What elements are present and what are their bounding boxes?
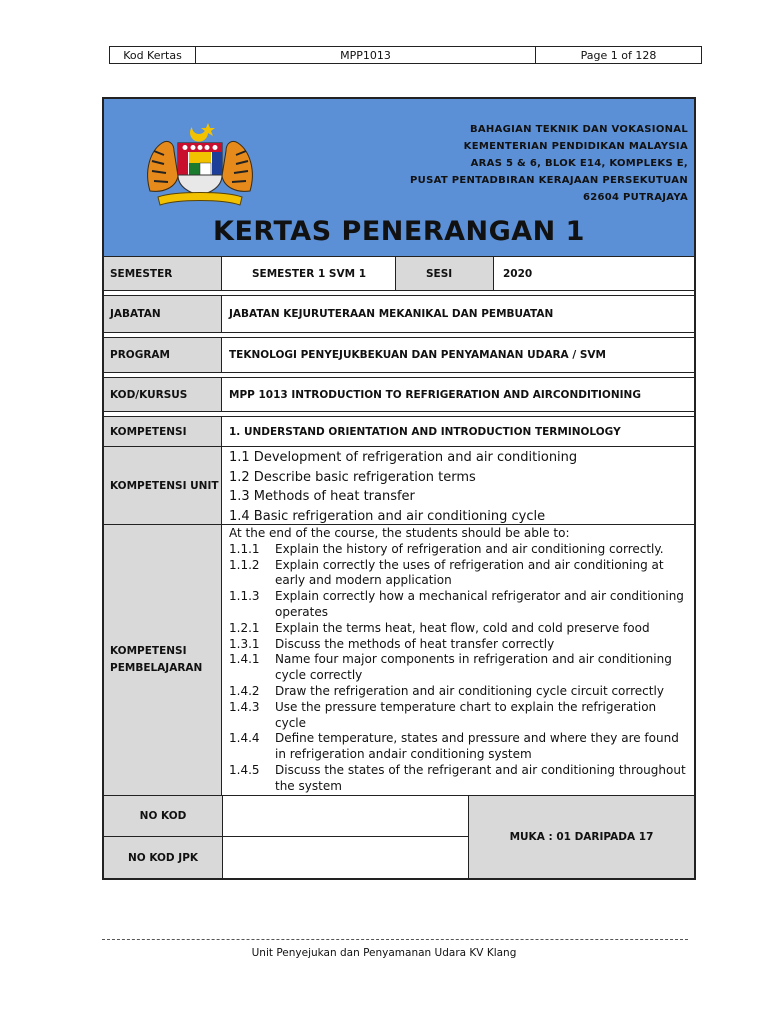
paper-code-label: Kod Kertas: [110, 47, 196, 63]
outcome-number: 1.4.4: [229, 731, 260, 746]
outcome-number: 1.4.5: [229, 762, 260, 777]
outcome-number: 1.2.1: [229, 620, 260, 635]
outcome-number: 1.1.3: [229, 589, 260, 604]
semester-value: SEMESTER 1 SVM 1: [223, 257, 396, 290]
agency-line: BAHAGIAN TEKNIK DAN VOKASIONAL: [469, 124, 688, 135]
semester-label: SEMESTER: [104, 257, 222, 290]
learning-outcome: [229, 684, 690, 700]
learning-outcomes: [229, 526, 690, 795]
footer-text: Unit Penyejukan dan Penyamanan Udara KV Klang: [251, 947, 517, 959]
kursus-value: MPP 1013 INTRODUCTION TO REFRIGERATION AND AIRCONDITIONING: [229, 388, 641, 401]
no-kod-jpk-value: [223, 837, 469, 878]
unit-item: 1.4 Basic refrigeration and air conditioning cycle: [229, 508, 546, 524]
page-indicator: Page 1 of 128: [580, 48, 657, 62]
learning-outcome: [229, 652, 690, 684]
footer-divider: [102, 939, 688, 940]
pembelajaran-label-line2: PEMBELAJARAN: [110, 662, 203, 674]
agency-address: [410, 121, 688, 206]
kursus-label: KOD/KURSUS: [104, 378, 222, 411]
pembelajaran-label-line1: KOMPETENSI: [110, 645, 187, 657]
outcome-number: 1.4.1: [229, 652, 260, 667]
learning-outcome: [229, 700, 690, 732]
unit-item: 1.3 Methods of heat transfer: [229, 489, 415, 504]
sesi-value: 2020: [503, 267, 533, 280]
unit-item: 1.2 Describe basic refrigeration terms: [229, 469, 476, 485]
paper-code-value: MPP1013: [196, 47, 536, 63]
document-frame: [102, 97, 696, 880]
kompetensi-label: KOMPETENSI: [104, 417, 222, 446]
outcome-text: Explain the terms heat, heat flow, cold and cold preserve food: [275, 620, 650, 635]
outcome-number: 1.1.1: [229, 541, 260, 556]
no-kod-value: [223, 796, 469, 837]
paper-reference-strip: [109, 46, 702, 64]
kompetensi-value: 1. UNDERSTAND ORIENTATION AND INTRODUCTION TERMINOLOGY: [229, 425, 621, 438]
kompetensi-row: [104, 417, 694, 447]
agency-line: 62604 PUTRAJAYA: [582, 192, 688, 203]
outcome-text: Explain the history of refrigeration and air conditioning correctly.: [275, 541, 664, 556]
agency-line: ARAS 5 & 6, BLOK E14, KOMPLEKS E,: [470, 158, 688, 169]
outcome-text: Explain correctly the uses of refrigeration and air conditioning at early and modern application: [275, 557, 664, 588]
kompetensi-unit-list: [229, 448, 577, 526]
learning-outcome: [229, 763, 690, 795]
semester-row: [104, 257, 694, 291]
learning-outcome: [229, 589, 690, 621]
page-count-box: MUKA : 01 DARIPADA 17: [469, 796, 694, 878]
sesi-label: SESI: [396, 257, 494, 290]
outcome-text: Draw the refrigeration and air conditioning cycle circuit correctly: [275, 683, 664, 698]
learning-outcome: [229, 542, 690, 558]
outcome-number: 1.1.2: [229, 557, 260, 572]
outcome-number: 1.4.2: [229, 683, 260, 698]
document-title: KERTAS PENERANGAN 1: [213, 216, 585, 247]
agency-line: PUSAT PENTADBIRAN KERAJAAN PERSEKUTUAN: [410, 175, 688, 186]
outcome-number: 1.3.1: [229, 636, 260, 651]
jabatan-label: JABATAN: [104, 296, 222, 332]
no-kod-jpk-label: NO KOD JPK: [104, 837, 223, 878]
kompetensi-pembelajaran-row: [104, 525, 694, 796]
learning-outcome: [229, 621, 690, 637]
no-kod-label: NO KOD: [104, 796, 223, 837]
kursus-row: [104, 378, 694, 412]
outcome-text: Discuss the states of the refrigerant and air conditioning throughout the system: [275, 762, 686, 793]
malaysia-coat-of-arms-icon: [140, 121, 260, 207]
kompetensi-unit-label: KOMPETENSI UNIT: [104, 447, 222, 524]
pembelajaran-label: [104, 525, 222, 795]
jabatan-row: [104, 296, 694, 333]
document-header: [104, 99, 694, 257]
program-value: TEKNOLOGI PENYEJUKBEKUAN DAN PENYAMANAN UDARA / SVM: [229, 349, 606, 361]
outcome-text: Discuss the methods of heat transfer correctly: [275, 636, 555, 651]
program-row: [104, 338, 694, 373]
outcome-number: 1.4.3: [229, 699, 260, 714]
learning-intro: At the end of the course, the students should be able to:: [229, 526, 570, 540]
outcome-text: Explain correctly how a mechanical refrigerator and air conditioning operates: [275, 589, 684, 619]
outcome-text: Use the pressure temperature chart to explain the refrigeration cycle: [275, 699, 657, 730]
learning-outcome: [229, 731, 690, 763]
outcome-text: Name four major components in refrigeration and air conditioning cycle correctly: [275, 652, 672, 683]
outcome-text: Define temperature, states and pressure and where they are found in refrigeration andair conditioning system: [275, 731, 679, 762]
kompetensi-unit-row: [104, 447, 694, 525]
learning-outcome: [229, 637, 690, 653]
jabatan-value: JABATAN KEJURUTERAAN MEKANIKAL DAN PEMBUATAN: [229, 308, 554, 320]
learning-outcome: [229, 558, 690, 590]
unit-item: 1.1 Development of refrigeration and air conditioning: [229, 450, 578, 465]
program-label: PROGRAM: [104, 338, 222, 372]
agency-line: KEMENTERIAN PENDIDIKAN MALAYSIA: [463, 141, 688, 152]
